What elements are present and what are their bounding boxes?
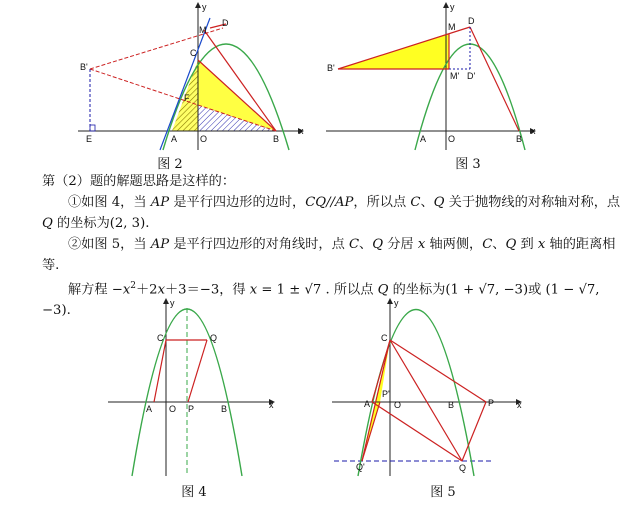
math-cq-parallel-ap: CQ//AP [305,195,354,210]
label-p: P [188,404,195,414]
figure-5 [328,298,528,478]
figure-4-diagram [104,298,284,478]
label-x: x [531,126,536,136]
figure-2 [70,0,310,152]
label-b-prime: B' [80,62,88,72]
case-2-text: 轴两侧， [425,237,483,252]
solve-text: = 1 ± √7 . 所以点 [257,282,378,298]
case-1-text: ，所以点 [353,195,411,210]
figure-4-caption: 图 4 [181,485,207,500]
figure-2-diagram [70,0,310,152]
case-1-text: 关于抛物线的对称轴对称，点 [444,195,621,210]
math-x: x [249,282,258,298]
label-q: Q [459,463,467,473]
figure-3-caption: 图 3 [455,157,481,172]
figure-2-caption: 图 2 [157,157,183,172]
label-b: B [221,404,228,414]
math-q: Q [377,282,389,298]
line-d-b [470,27,519,131]
label-o: O [448,134,456,144]
label-c: C [157,333,164,343]
line-c-p [390,340,486,402]
math-c: C [348,237,360,252]
case-1-text: ①如图 4，当 [68,195,151,210]
label-o: O [200,134,208,144]
label-d-prime: D' [467,71,476,81]
label-x: x [269,400,274,410]
math-q: Q [372,237,384,252]
figure-3-diagram [318,0,540,152]
label-y: y [170,298,175,308]
label-y: y [202,2,207,12]
math-q: Q [433,195,445,210]
case-1-text: 的坐标为(2, 3). [52,216,150,231]
label-m: M [199,25,207,35]
label-p: P [488,398,495,408]
math-ap: AP [150,237,170,252]
label-q-prime: Q' [356,462,365,472]
label-a: A [146,404,153,414]
math-exponent: 2 [130,281,136,291]
case-1-text: 、 [420,195,434,210]
label-b: B [516,134,523,144]
case-2-text: ②如图 5，当 [68,237,151,252]
math-c: C [410,195,421,210]
math-x: x [122,282,131,298]
label-f: F [184,93,190,103]
math-x: x [537,237,546,252]
label-d: D [468,16,475,26]
label-a: A [171,134,178,144]
case-2-text: 是平行四边形的对角线时，点 [169,237,349,252]
intro-line [42,171,632,192]
figure-3 [318,0,540,152]
label-p-prime: P' [382,389,390,399]
figure-4 [104,298,284,478]
math-x: x [417,237,426,252]
case-2-text: 、 [359,237,373,252]
math-ap: AP [150,195,170,210]
math-q: Q [42,216,53,231]
case-2-text: 、 [492,237,506,252]
label-a: A [420,134,427,144]
case-1-paragraph [42,192,632,234]
label-y: y [450,2,455,12]
case-2-text: 分居 [383,237,418,252]
label-e: E [86,134,93,144]
label-m-prime: M' [450,71,460,81]
solve-text: ＋2 [135,282,158,298]
label-c: C [381,333,388,343]
case-2-text: 到 [516,237,538,252]
label-c: C [190,48,197,58]
solve-text: 解方程 − [68,282,123,298]
label-m: M [448,22,456,32]
label-b: B [448,400,455,410]
math-x: x [157,282,165,298]
case-1-text: 是平行四边形的边时， [169,195,306,210]
label-d: D [222,18,229,28]
label-b: B [273,134,280,144]
math-c: C [482,237,493,252]
label-o: O [169,404,177,414]
figure-5-caption: 图 5 [430,485,456,500]
label-a: A [364,399,371,409]
label-o: O [394,400,402,410]
case-2-text: 轴的距离相等. [42,237,616,273]
label-x: x [517,400,522,410]
label-b-prime: B' [327,63,335,73]
label-q: Q [210,333,218,343]
label-x: x [299,126,304,136]
line-p-q [188,340,207,402]
intro-text: 第（2）题的解题思路是这样的： [42,174,236,189]
math-q: Q [505,237,517,252]
line-a-q [372,402,462,461]
label-y: y [394,298,399,308]
figure-5-diagram [328,298,528,478]
case-2-paragraph [42,234,632,276]
solve-text: 的坐标为(1 + √7, −3)或 (1 − √7, −3). [42,282,600,319]
solve-text: ＋3＝−3，得 [165,282,250,298]
